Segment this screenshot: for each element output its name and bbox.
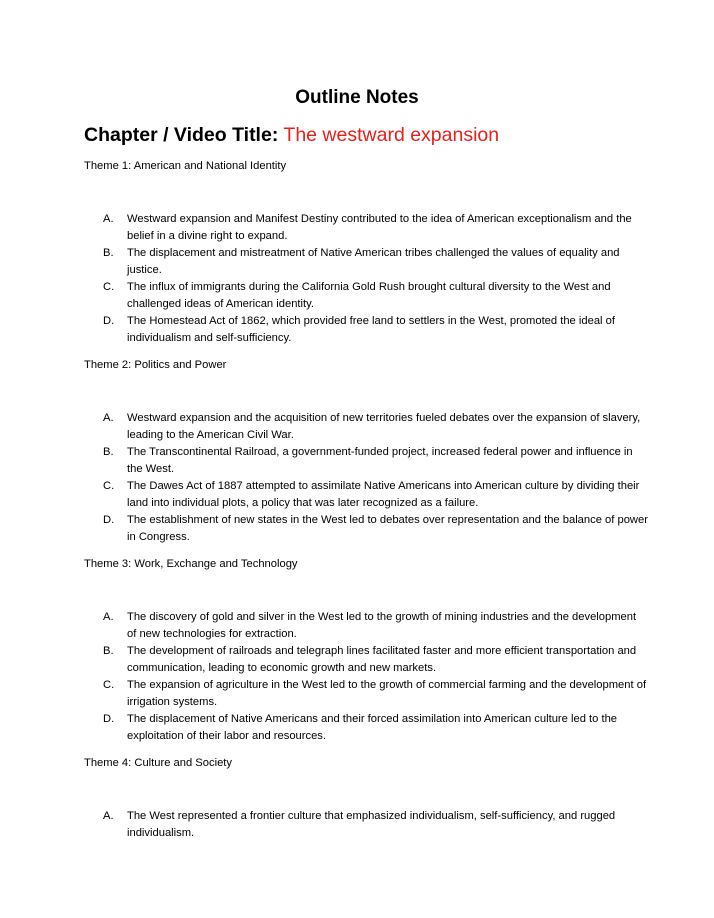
list-marker: C. [103,480,115,492]
list-marker: D. [103,514,115,526]
list-item-text: The discovery of gold and silver in the West led to the growth of mining industries and the development of new technologies for extraction. [127,611,637,640]
list-item [103,410,648,444]
list-item [103,512,648,546]
list-item [103,313,648,347]
list-marker: A. [103,810,114,822]
list-item-text: The West represented a frontier culture that emphasized individualism, self-sufficiency, and rugged individualism. [127,810,616,839]
theme-2-heading: Theme 2: Politics and Power [84,359,227,371]
list-item-text: The Homestead Act of 1862, which provided free land to settlers in the West, promoted the ideal of individualism and self-sufficiency. [127,315,615,344]
chapter-title-value: The westward expansion [283,124,500,146]
list-item-text: The Transcontinental Railroad, a government-funded project, increased federal power and influence in the West. [127,446,633,475]
list-item-text: The development of railroads and telegraph lines facilitated faster and more efficient transportation and communication, leading to economic growth and new markets. [127,645,637,674]
chapter-title-line [84,122,499,148]
list-item [103,711,648,745]
list-item-text: The expansion of agriculture in the West led to the growth of commercial farming and the development of irrigation systems. [127,679,647,708]
document-heading: Outline Notes [295,87,419,108]
list-marker: B. [103,446,114,458]
list-marker: C. [103,679,115,691]
list-marker: B. [103,247,114,259]
theme-3-heading: Theme 3: Work, Exchange and Technology [84,558,298,570]
list-marker: D. [103,315,115,327]
list-item-text: The influx of immigrants during the California Gold Rush brought cultural diversity to the West and challenged ideas of American identity. [127,281,611,310]
list-item [103,279,648,313]
theme-2-list [103,410,648,546]
list-item [103,808,648,842]
list-item-text: The displacement of Native Americans and their forced assimilation into American culture led to the exploitation of their labor and resources. [127,713,618,742]
theme-1-list [103,211,648,347]
list-item [103,444,648,478]
theme-3-list [103,609,648,745]
list-item [103,245,648,279]
list-marker: A. [103,412,114,424]
list-item [103,609,648,643]
list-marker: C. [103,281,115,293]
list-marker: B. [103,645,114,657]
list-item [103,478,648,512]
list-item [103,211,648,245]
list-marker: D. [103,713,115,725]
list-item-text: Westward expansion and Manifest Destiny contributed to the idea of American exceptionalism and the belief in a divine right to expand. [127,213,632,242]
chapter-title-label: Chapter / Video Title: [84,124,279,146]
list-item [103,643,648,677]
list-item [103,677,648,711]
list-item-text: The Dawes Act of 1887 attempted to assimilate Native Americans into American culture by dividing their land into individual plots, a policy that was later recognized as a failure. [127,480,640,509]
list-item-text: Westward expansion and the acquisition of new territories fueled debates over the expansion of slavery, leading to the American Civil War. [127,412,641,441]
list-marker: A. [103,213,114,225]
theme-4-heading: Theme 4: Culture and Society [84,757,232,769]
list-item-text: The establishment of new states in the West led to debates over representation and the balance of power in Congress. [127,514,648,543]
theme-1-heading: Theme 1: American and National Identity [84,160,287,172]
list-item-text: The displacement and mistreatment of Native American tribes challenged the values of equality and justice. [127,247,620,276]
theme-4-list [103,808,648,842]
list-marker: A. [103,611,114,623]
